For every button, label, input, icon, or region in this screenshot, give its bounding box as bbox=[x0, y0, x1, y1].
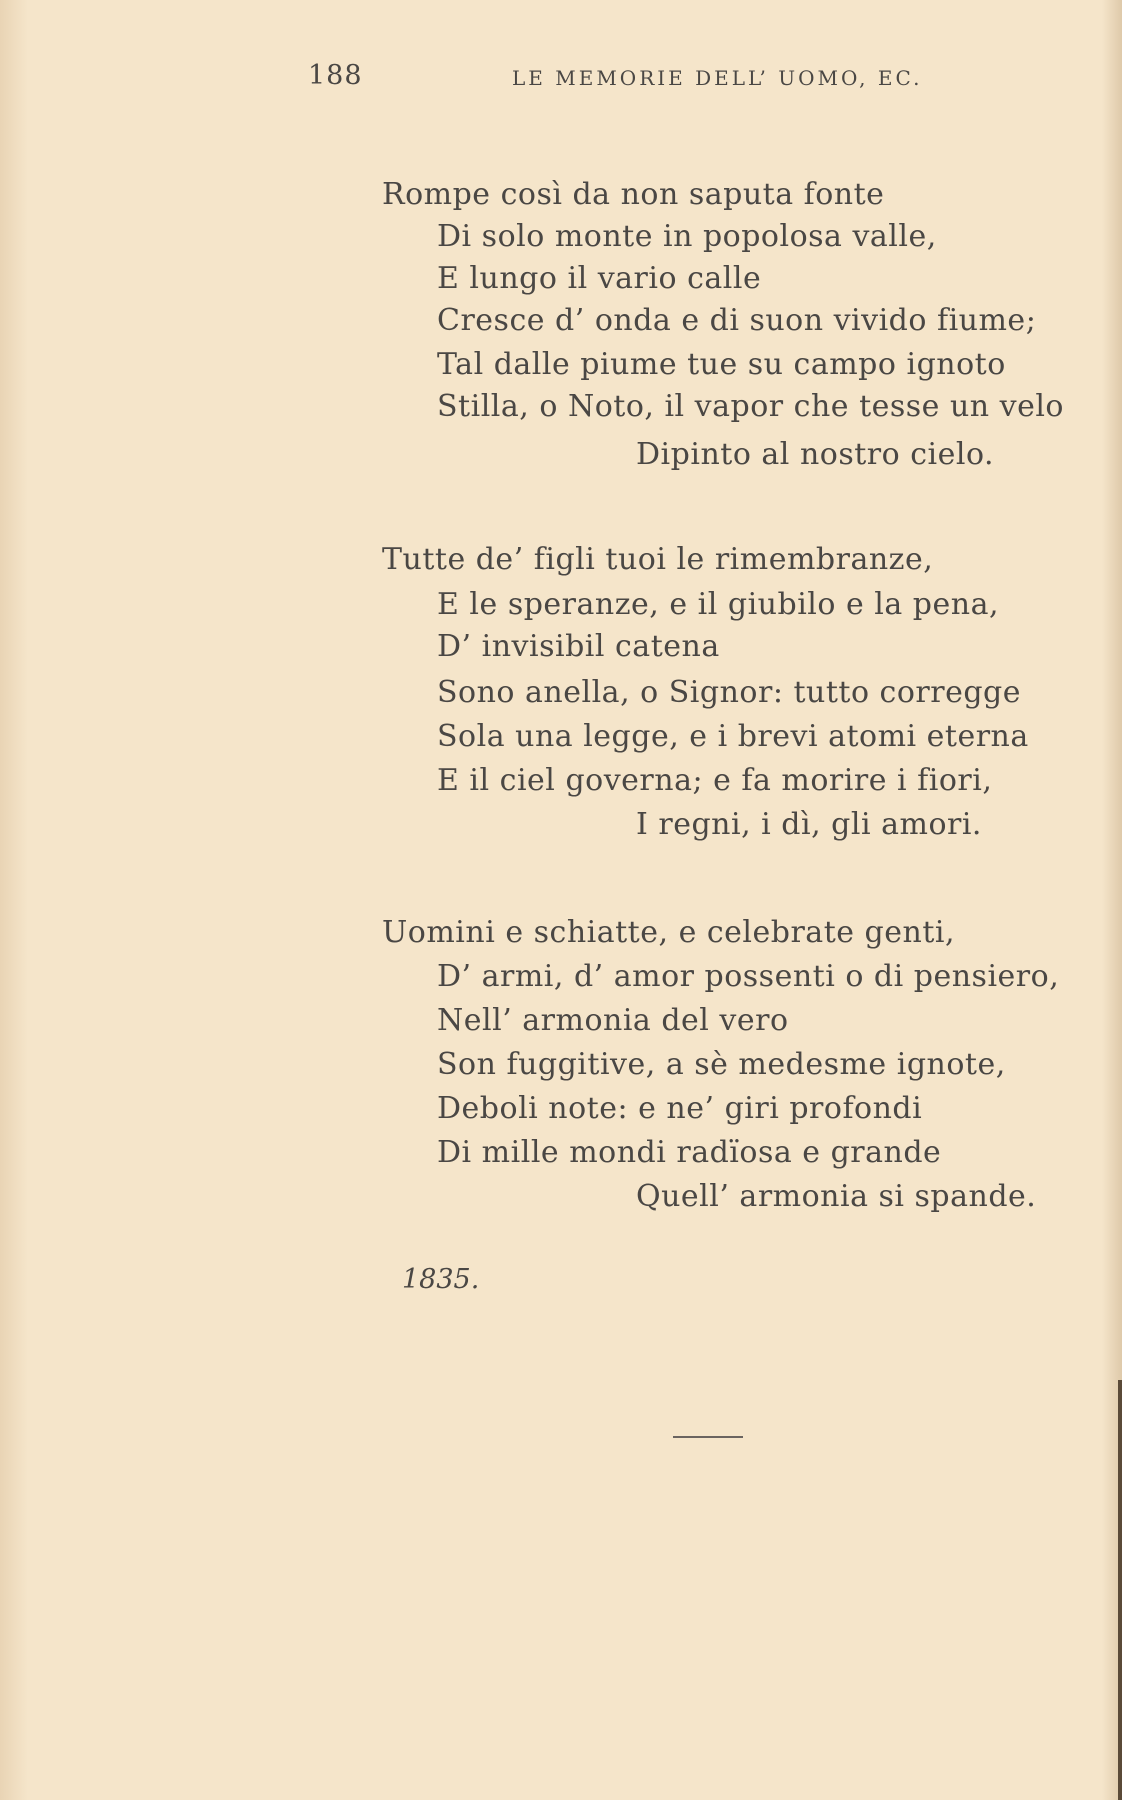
verse-line: Son fuggitive, a sè medesme ignote, bbox=[437, 1047, 1006, 1082]
verse-line: Sola una legge, e i brevi atomi eterna bbox=[437, 719, 1029, 754]
verse-line: Stilla, o Noto, il vapor che tesse un velo bbox=[437, 389, 1064, 424]
verse-line: Dipinto al nostro cielo. bbox=[636, 437, 995, 472]
verse-line: Uomini e schiatte, e celebrate genti, bbox=[382, 915, 956, 950]
verse-line: D’ invisibil catena bbox=[437, 629, 720, 664]
page-edge-shadow bbox=[1118, 1380, 1122, 1800]
verse-line: Cresce d’ onda e di suon vivido fiume; bbox=[437, 303, 1037, 338]
end-rule bbox=[673, 1436, 743, 1438]
verse-line: E il ciel governa; e fa morire i fiori, bbox=[437, 763, 993, 798]
verse-line: Rompe così da non saputa fonte bbox=[382, 177, 885, 212]
verse-line: Di solo monte in popolosa valle, bbox=[437, 219, 937, 254]
verse-line: E lungo il vario calle bbox=[437, 261, 762, 296]
verse-line: E le speranze, e il giubilo e la pena, bbox=[437, 587, 999, 622]
running-head: LE MEMORIE DELL’ UOMO, EC. bbox=[512, 66, 923, 90]
verse-line: Tutte de’ figli tuoi le rimembranze, bbox=[382, 542, 934, 577]
verse-line: Nell’ armonia del vero bbox=[437, 1003, 789, 1038]
verse-line: Di mille mondi radïosa e grande bbox=[437, 1135, 942, 1170]
verse-line: Sono anella, o Signor: tutto corregge bbox=[437, 675, 1022, 710]
verse-line: Quell’ armonia si spande. bbox=[636, 1179, 1037, 1214]
page-number: 188 bbox=[308, 60, 363, 91]
verse-line: D’ armi, d’ amor possenti o di pensiero, bbox=[437, 959, 1060, 994]
poem-date: 1835. bbox=[402, 1264, 480, 1295]
verse-line: Tal dalle piume tue su campo ignoto bbox=[437, 347, 1006, 382]
verse-line: Deboli note: e ne’ giri profondi bbox=[437, 1091, 923, 1126]
verse-line: I regni, i dì, gli amori. bbox=[636, 807, 982, 842]
